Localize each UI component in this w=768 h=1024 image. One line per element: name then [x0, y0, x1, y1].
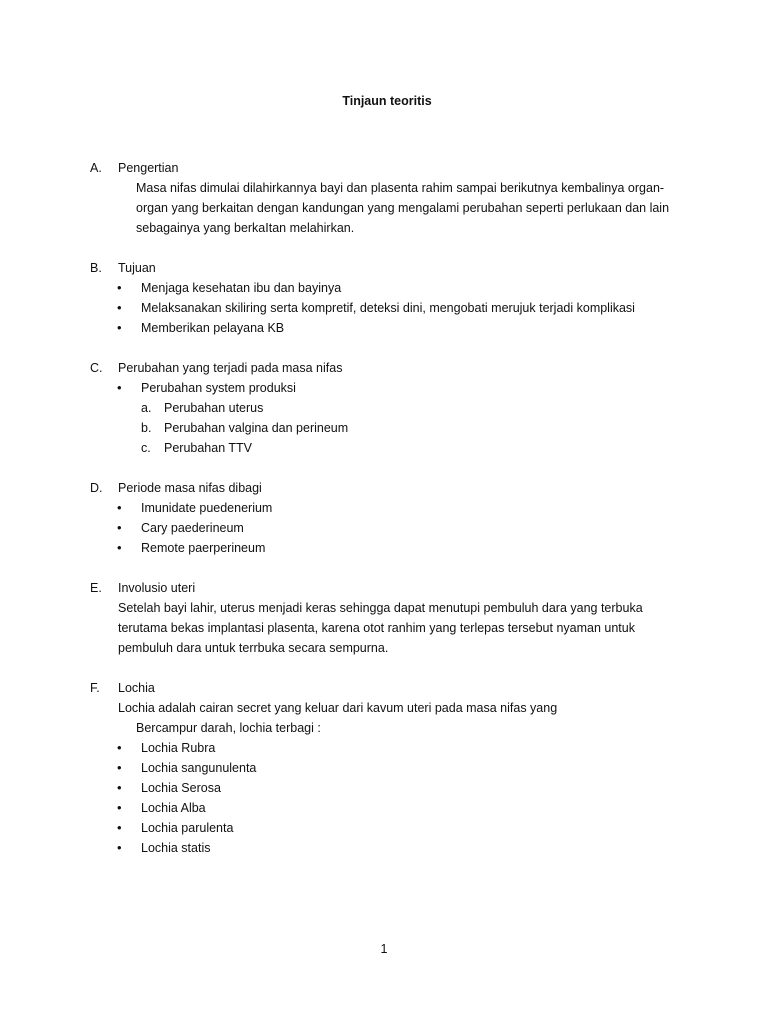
- section-f-bullet-item: Lochia sangunulenta: [141, 761, 257, 775]
- bullet-dot: •: [117, 840, 122, 855]
- section-f-bullet-item: Lochia Serosa: [141, 781, 221, 795]
- section-d-bullet-item: Cary paederineum: [141, 521, 244, 535]
- bullet-dot: •: [117, 280, 122, 295]
- page-number: 1: [380, 942, 388, 956]
- bullet-dot: •: [117, 740, 122, 755]
- section-c-bullet-item: Perubahan system produksi: [141, 381, 296, 395]
- document-title: Tinjaun teoritis: [342, 94, 432, 108]
- section-b-bullet-item: Melaksanakan skiliring serta kompretif, deteksi dini, mengobati merujuk terjadi komplikasi: [141, 301, 635, 315]
- section-f-letter: F.: [90, 681, 100, 695]
- bullet-dot: •: [117, 380, 122, 395]
- section-d-heading: Periode masa nifas dibagi: [118, 481, 262, 495]
- section-e-paragraph-line: Setelah bayi lahir, uterus menjadi keras sehingga dapat menutupi pembuluh dara yang terbuka: [118, 601, 643, 615]
- section-e-paragraph-line: terutama bekas implantasi plasenta, karena otot ranhim yang terlepas tersebut nyaman untuk: [118, 621, 635, 635]
- section-a-paragraph-line: organ yang berkaitan dengan kandungan yang mengalami perubahan seperti perlukaan dan lain: [136, 201, 670, 215]
- section-f-bullet-item: Lochia Rubra: [141, 741, 216, 755]
- sub-item-marker: c.: [141, 441, 151, 455]
- bullet-dot: •: [117, 500, 122, 515]
- section-f-heading: Lochia: [118, 681, 155, 695]
- section-f-bullet-item: Lochia statis: [141, 841, 211, 855]
- section-b-bullet-item: Memberikan pelayana KB: [141, 321, 285, 335]
- section-c-letter: C.: [90, 361, 103, 375]
- section-f-bullet-item: Lochia Alba: [141, 801, 206, 815]
- section-d-bullet-item: Imunidate puedenerium: [141, 501, 273, 515]
- bullet-dot: •: [117, 540, 122, 555]
- sub-item-text: Perubahan uterus: [164, 401, 264, 415]
- section-a-paragraph-line: sebagainya yang berkaItan melahirkan.: [136, 221, 355, 235]
- section-d-bullet-item: Remote paerperineum: [141, 541, 266, 555]
- section-f-paragraph-line: Bercampur darah, lochia terbagi :: [136, 721, 321, 735]
- section-b-bullet-item: Menjaga kesehatan ibu dan bayinya: [141, 281, 342, 295]
- section-f-bullet-item: Lochia parulenta: [141, 821, 234, 835]
- bullet-dot: •: [117, 300, 122, 315]
- sub-item-marker: b.: [141, 421, 152, 435]
- section-c-heading: Perubahan yang terjadi pada masa nifas: [118, 361, 343, 375]
- section-a-paragraph-line: Masa nifas dimulai dilahirkannya bayi dan plasenta rahim sampai berikutnya kembalinya organ-: [136, 181, 665, 195]
- bullet-dot: •: [117, 800, 122, 815]
- section-f-paragraph-line: Lochia adalah cairan secret yang keluar dari kavum uteri pada masa nifas yang: [118, 701, 558, 715]
- section-d-letter: D.: [90, 481, 103, 495]
- bullet-dot: •: [117, 760, 122, 775]
- section-b-heading: Tujuan: [118, 261, 156, 275]
- section-a-heading: Pengertian: [118, 161, 179, 175]
- bullet-dot: •: [117, 820, 122, 835]
- section-b-letter: B.: [90, 261, 102, 275]
- section-e-paragraph-line: pembuluh dara untuk terrbuka secara sempurna.: [118, 641, 389, 655]
- bullet-dot: •: [117, 520, 122, 535]
- sub-item-text: Perubahan valgina dan perineum: [164, 421, 349, 435]
- bullet-dot: •: [117, 780, 122, 795]
- bullet-dot: •: [117, 320, 122, 335]
- section-e-letter: E.: [90, 581, 102, 595]
- section-e-heading: Involusio uteri: [118, 581, 196, 595]
- sub-item-text: Perubahan TTV: [164, 441, 253, 455]
- sub-item-marker: a.: [141, 401, 152, 415]
- section-a-letter: A.: [90, 161, 102, 175]
